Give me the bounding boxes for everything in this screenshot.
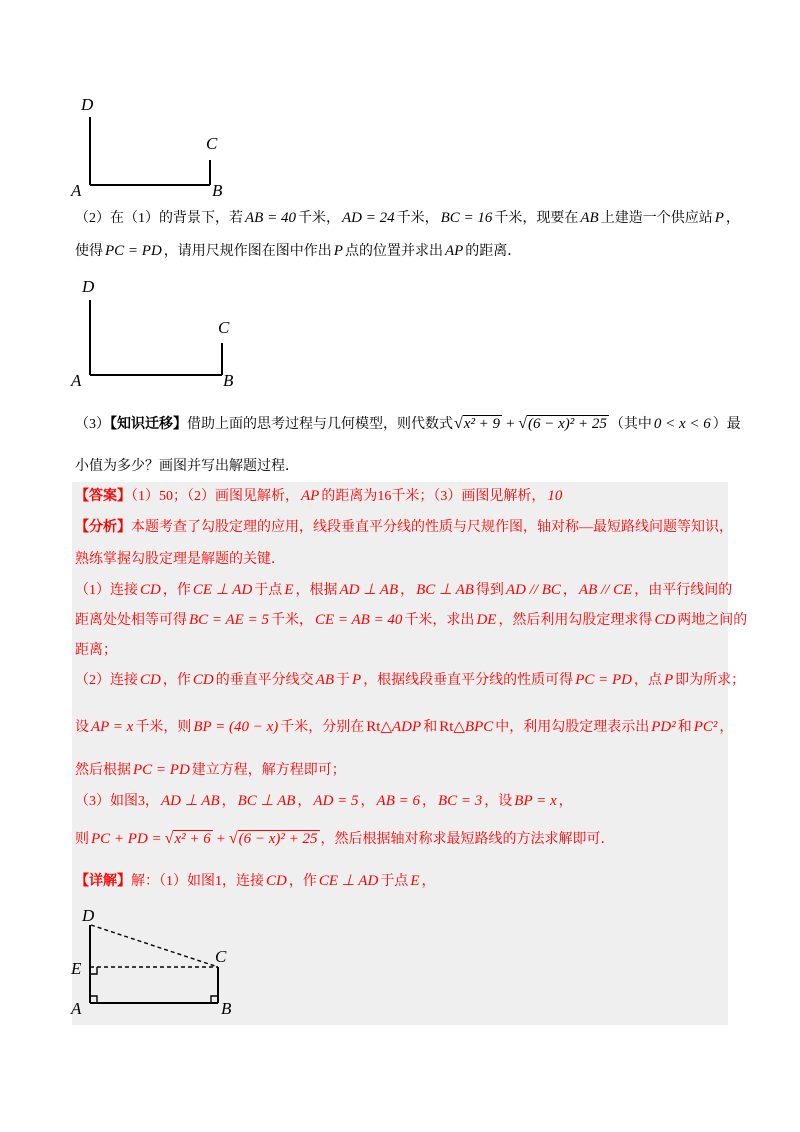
bold-label: 【详解】 xyxy=(75,874,131,889)
math-expression: BC ⊥ AB xyxy=(416,582,474,598)
text-run: 千米，现要在 xyxy=(494,211,579,226)
text-run: 然后根据 xyxy=(75,763,131,778)
text-run: 即为所求； xyxy=(675,673,746,688)
text-run: 于 xyxy=(336,673,351,688)
math-expression: + xyxy=(505,416,516,432)
analysis-line-1 xyxy=(75,518,733,538)
math-expression: ADP xyxy=(392,719,422,735)
text-run: 解：（1）如图1，连接 xyxy=(131,874,264,889)
label-a: A xyxy=(71,999,82,1018)
label-b: B xyxy=(212,181,223,200)
radical-sign: √ xyxy=(228,830,238,847)
text-run: ， xyxy=(562,583,577,598)
math-expression: AB xyxy=(315,672,335,688)
math-expression: AB = 40 xyxy=(245,210,296,226)
text-run: 的垂直平分线交 xyxy=(215,673,314,688)
text-run: ，请用尺规作图在图中作出 xyxy=(163,244,332,259)
text-run: ， xyxy=(221,794,236,809)
math-expression: AD ⊥ AB xyxy=(339,582,399,598)
math-expression: AD ⊥ AB xyxy=(161,793,220,809)
analysis-part3-line-1 xyxy=(75,791,573,811)
math-symbol: Rt△ xyxy=(439,719,465,735)
analysis-part1-line-3 xyxy=(75,641,117,661)
math-expression: CD xyxy=(654,612,676,628)
math-expression: AD // BC xyxy=(505,582,561,598)
math-expression: BPC xyxy=(464,719,494,735)
math-expression: 10 xyxy=(547,488,563,504)
text-run: 千米， xyxy=(297,211,340,226)
text-run: （其中 xyxy=(609,417,652,432)
text-run: 上建造一个供应站 xyxy=(600,211,713,226)
text-run: 于点 xyxy=(380,874,409,889)
text-run: ）最 xyxy=(712,417,741,432)
math-expression: E xyxy=(284,582,294,598)
text-run: 于点 xyxy=(254,583,283,598)
text-run: 建立方程，解方程即可； xyxy=(191,763,346,778)
math-expression: BC ⊥ AB xyxy=(237,793,296,809)
label-a: A xyxy=(71,181,82,200)
radicand: x² + 9 xyxy=(463,416,501,432)
question-2-line-1 xyxy=(75,208,740,228)
right-angle-mark-a xyxy=(90,996,97,1003)
math-expression: PC = PD xyxy=(133,762,190,778)
question-3-line-1 xyxy=(75,414,741,434)
math-expression: PC + PD = xyxy=(91,831,162,847)
text-run: ，作 xyxy=(288,874,317,889)
analysis-part2-line-1 xyxy=(75,670,745,690)
answer-line xyxy=(75,486,564,506)
math-expression: BC = 16 xyxy=(440,210,493,226)
text-run: 中，利用勾股定理表示出 xyxy=(495,720,650,735)
figure-2-diagram xyxy=(60,272,255,392)
text-run: 千米，分别在 xyxy=(280,720,365,735)
math-expression: CE ⊥ AD xyxy=(192,582,253,598)
text-run: ， xyxy=(360,794,375,809)
math-expression: AD = 5 xyxy=(313,793,359,809)
math-expression: BC = 3 xyxy=(438,793,483,809)
radical-expression xyxy=(165,829,213,849)
figure-3-diagram xyxy=(60,900,250,1018)
text-run: 设 xyxy=(75,720,89,735)
math-expression: BP = (40 − x) xyxy=(193,719,279,735)
radicand: (6 − x)² + 25 xyxy=(238,831,318,847)
label-d: D xyxy=(82,277,95,296)
label-c: C xyxy=(218,318,230,337)
math-expression: AB = 6 xyxy=(376,793,420,809)
detail-line-1 xyxy=(75,871,435,891)
math-expression: PC = PD xyxy=(575,672,632,688)
text-run: ，由平行线间的 xyxy=(634,583,733,598)
text-run: ， xyxy=(558,794,573,809)
text-run: 使得 xyxy=(75,244,103,259)
text-run: ，作 xyxy=(162,673,191,688)
right-angle-mark-b xyxy=(211,996,218,1003)
radical-sign: √ xyxy=(164,830,174,847)
math-expression: CD xyxy=(140,582,161,598)
text-run: （1）连接 xyxy=(75,583,138,598)
text-run: 两地之间的 xyxy=(677,613,748,628)
right-angle-mark-e xyxy=(90,967,97,974)
radical-expression xyxy=(454,414,502,434)
math-expression: CE ⊥ AD xyxy=(318,873,379,889)
analysis-part3-line-2 xyxy=(75,829,615,849)
text-run: （3）如图3， xyxy=(75,794,159,809)
label-d: D xyxy=(82,906,95,925)
text-run: 千米，则 xyxy=(135,720,192,735)
math-expression: AB xyxy=(580,210,599,226)
text-run: ，根据线段垂直平分线的性质可得 xyxy=(363,673,574,688)
math-symbol: Rt△ xyxy=(366,719,393,735)
text-run: ， xyxy=(400,583,415,598)
text-run: 小值为多少？画图并写出解题过程． xyxy=(75,459,299,474)
math-expression: PC² xyxy=(693,719,718,735)
text-run: 距离； xyxy=(75,643,117,658)
math-expression: AP xyxy=(301,488,320,504)
text-run: 千米， xyxy=(270,613,313,628)
question-2-line-2 xyxy=(75,241,521,261)
math-expression: BC = AE = 5 xyxy=(189,612,269,628)
math-expression: CD xyxy=(140,672,161,688)
text-run: ， xyxy=(725,211,740,226)
text-run: （1）50；（2）画图见解析， xyxy=(131,489,299,504)
label-b: B xyxy=(223,371,234,390)
label-c: C xyxy=(206,134,218,153)
analysis-part2-line-3 xyxy=(75,760,346,780)
math-expression: DE xyxy=(476,612,497,628)
text-run: 千米， xyxy=(396,211,439,226)
text-run: 距离处处相等可得 xyxy=(75,613,187,628)
text-run: ， xyxy=(297,794,312,809)
radical-sign: √ xyxy=(518,415,527,432)
math-expression: CE = AB = 40 xyxy=(314,612,403,628)
text-run: ，设 xyxy=(484,794,513,809)
analysis-part1-line-1 xyxy=(75,580,732,600)
text-run: ，根据 xyxy=(295,583,338,598)
text-run: 和 xyxy=(677,720,692,735)
text-run: ， xyxy=(422,794,436,809)
math-expression: P xyxy=(333,243,343,259)
radical-sign: √ xyxy=(454,415,463,432)
math-expression: AP = x xyxy=(91,719,134,735)
text-run: 千米，求出 xyxy=(404,613,475,628)
label-d: D xyxy=(81,95,94,114)
math-expression: AP xyxy=(444,243,464,259)
math-expression: + xyxy=(215,831,226,847)
label-e: E xyxy=(71,959,82,978)
text-run: ，然后根据轴对称求最短路线的方法求解即可． xyxy=(320,832,615,847)
bold-label: 【分析】 xyxy=(75,520,131,535)
radical-expression xyxy=(518,414,609,434)
figure-1-diagram xyxy=(60,90,245,208)
math-expression: AB // CE xyxy=(578,582,633,598)
text-run: ，点 xyxy=(633,673,662,688)
analysis-part2-line-2 xyxy=(75,717,733,737)
math-expression: E xyxy=(410,873,420,889)
text-run: （2）在（1）的背景下，若 xyxy=(75,211,243,226)
text-run: 点的位置并求出 xyxy=(344,244,443,259)
text-run: （2）连接 xyxy=(75,673,138,688)
math-expression: P xyxy=(663,672,674,688)
math-expression: PC = PD xyxy=(105,243,162,259)
math-expression: 0 < x < 6 xyxy=(653,416,711,432)
label-b: B xyxy=(221,999,232,1018)
text-run: （3） xyxy=(75,417,110,432)
text-run: 本题考查了勾股定理的应用，线段垂直平分线的性质与尺规作图，轴对称—最短路线问题等知识， xyxy=(131,520,733,535)
question-3-line-2 xyxy=(75,457,299,477)
analysis-line-2 xyxy=(75,550,285,570)
text-run: 借助上面的思考过程与几何模型，则代数式 xyxy=(187,417,453,432)
text-run: 熟练掌握勾股定理是解题的关键． xyxy=(75,552,285,567)
text-run: ，然后利用勾股定理求得 xyxy=(498,613,653,628)
text-run: 的距离． xyxy=(465,244,522,259)
bold-label: 【知识迁移】 xyxy=(110,417,187,432)
text-run: 得到 xyxy=(475,583,504,598)
radical-expression xyxy=(229,829,320,849)
text-run: ， xyxy=(719,720,734,735)
text-run: 的距离为16千米；（3）画图见解析， xyxy=(321,489,546,504)
dashed-segment-dc xyxy=(91,925,218,967)
radicand: (6 − x)² + 25 xyxy=(527,416,607,432)
math-expression: BP = x xyxy=(514,793,557,809)
math-expression: CD xyxy=(192,672,214,688)
label-c: C xyxy=(215,947,227,966)
math-expression: P xyxy=(352,672,362,688)
text-run: ，作 xyxy=(162,583,191,598)
math-expression: AD = 24 xyxy=(341,210,395,226)
analysis-part1-line-2 xyxy=(75,610,747,630)
radicand: x² + 6 xyxy=(174,831,211,847)
math-expression: CD xyxy=(266,873,287,889)
text-run: ， xyxy=(421,874,436,889)
text-run: 和 xyxy=(423,720,438,735)
math-expression: P xyxy=(714,210,724,226)
bold-label: 【答案】 xyxy=(75,489,131,504)
text-run: 则 xyxy=(75,832,89,847)
math-expression: PD² xyxy=(651,719,676,735)
label-a: A xyxy=(71,371,82,390)
